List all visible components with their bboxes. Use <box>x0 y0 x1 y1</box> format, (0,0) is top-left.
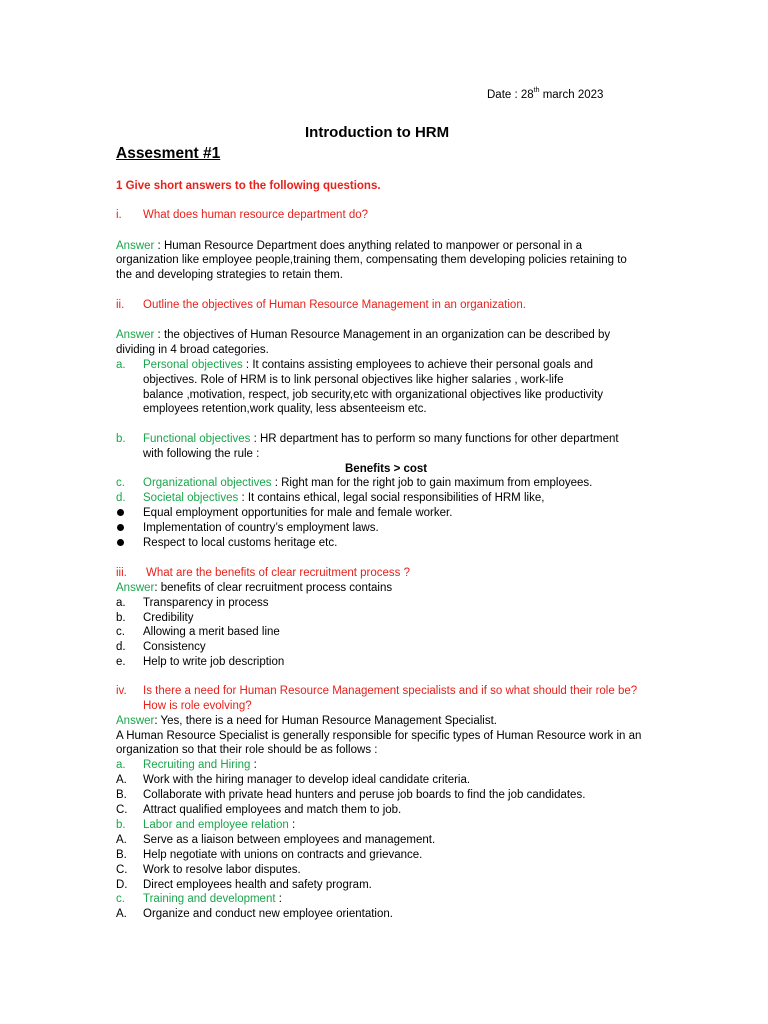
objective-a-line-4: employees retention,work quality, less absenteeism etc. <box>143 403 427 415</box>
list-item: Consistency <box>143 641 206 653</box>
list-item: Serve as a liaison between employees and management. <box>143 834 436 846</box>
question-4-text-1: Is there a need for Human Resource Management specialists and if so what should their role be? <box>143 685 638 697</box>
list-item-letter: D. <box>116 879 128 891</box>
question-1-text: What does human resource department do? <box>143 209 369 221</box>
list-item-letter: A. <box>116 834 127 846</box>
question-4-number: iv. <box>116 685 127 697</box>
role-b-letter: b. <box>116 819 126 831</box>
list-item-letter: c. <box>116 626 125 638</box>
question-2-number: ii. <box>116 299 125 311</box>
benefits-rule: Benefits > cost <box>345 463 428 475</box>
list-item: Work with the hiring manager to develop ideal candidate criteria. <box>143 774 471 786</box>
list-item-letter: d. <box>116 641 126 653</box>
answer-2-line-1: Answer : the objectives of Human Resource Management in an organization can be described by <box>116 329 611 341</box>
objective-a-line-1: Personal objectives : It contains assisting employees to achieve their personal goals and <box>143 359 594 371</box>
answer-4-line: Answer: Yes, there is a need for Human Resource Management Specialist. <box>116 715 497 727</box>
question-1-number: i. <box>116 209 122 221</box>
role-b-heading: Labor and employee relation : <box>143 819 296 831</box>
objective-d-line: Societal objectives : It contains ethical, legal social responsibilities of HRM like, <box>143 492 545 504</box>
answer-1-line-1: Answer : Human Resource Department does anything related to manpower or personal in a <box>116 240 583 252</box>
question-3-number: iii. <box>116 567 127 579</box>
list-item-letter: A. <box>116 908 127 920</box>
answer-1-line-3: the and developing strategies to retain them. <box>116 269 343 281</box>
role-c-heading: Training and development : <box>143 893 282 905</box>
objective-c-line: Organizational objectives : Right man for the right job to gain maximum from employees. <box>143 477 593 489</box>
answer-1-line-2: organization like employee people,training them, compensating them developing policies retaining to <box>116 254 627 266</box>
list-item-letter: e. <box>116 656 126 668</box>
list-item: Work to resolve labor disputes. <box>143 864 301 876</box>
list-item: Credibility <box>143 612 194 624</box>
bullet-icon <box>117 524 124 531</box>
objective-b-line-1: Functional objectives : HR department has to perform so many functions for other department <box>143 433 619 445</box>
objective-b-letter: b. <box>116 433 126 445</box>
bullet-item: Equal employment opportunities for male and female worker. <box>143 507 453 519</box>
bullet-item: Respect to local customs heritage etc. <box>143 537 338 549</box>
bullet-icon <box>117 509 124 516</box>
bullet-item: Implementation of country’s employment laws. <box>143 522 379 534</box>
role-a-letter: a. <box>116 759 126 771</box>
list-item-letter: b. <box>116 612 126 624</box>
question-2-text: Outline the objectives of Human Resource Management in an organization. <box>143 299 526 311</box>
assessment-heading: Assesment #1 <box>116 145 221 162</box>
list-item-letter: B. <box>116 789 127 801</box>
list-item: Help to write job description <box>143 656 285 668</box>
list-item: Collaborate with private head hunters and peruse job boards to find the job candidates. <box>143 789 586 801</box>
answer-label: Answer <box>116 715 155 727</box>
list-item-letter: a. <box>116 597 126 609</box>
list-item-letter: A. <box>116 774 127 786</box>
list-item: Organize and conduct new employee orientation. <box>143 908 393 920</box>
page-title: Introduction to HRM <box>305 124 450 141</box>
list-item: Help negotiate with unions on contracts and grievance. <box>143 849 423 861</box>
objective-a-line-2: objectives. Role of HRM is to link personal objectives like higher salaries , work-life <box>143 374 564 386</box>
objective-d-letter: d. <box>116 492 126 504</box>
list-item-letter: C. <box>116 864 128 876</box>
role-a-heading: Recruiting and Hiring : <box>143 759 257 771</box>
objective-c-letter: c. <box>116 477 125 489</box>
role-c-letter: c. <box>116 893 125 905</box>
answer-label: Answer <box>116 582 155 594</box>
list-item: Attract qualified employees and match them to job. <box>143 804 402 816</box>
list-item-letter: B. <box>116 849 127 861</box>
answer-label: Answer <box>116 240 155 252</box>
list-item: Direct employees health and safety program. <box>143 879 372 891</box>
answer-2-line-2: dividing in 4 broad categories. <box>116 344 269 356</box>
list-item: Allowing a merit based line <box>143 626 280 638</box>
instruction: 1 Give short answers to the following questions. <box>116 180 381 192</box>
answer-label: Answer <box>116 329 155 341</box>
list-item: Transparency in process <box>143 597 269 609</box>
objective-b-line-2: with following the rule : <box>143 448 260 460</box>
answer-3-line: Answer: benefits of clear recruitment process contains <box>116 582 393 594</box>
answer-4-para-2: organization so that their role should be as follows : <box>116 744 378 756</box>
objective-a-line-3: balance ,motivation, respect, job security,etc with organizational objectives like productivity <box>143 389 604 401</box>
list-item-letter: C. <box>116 804 128 816</box>
objective-a-letter: a. <box>116 359 126 371</box>
answer-4-para-1: A Human Resource Specialist is generally responsible for specific types of Human Resource work in an <box>116 730 642 742</box>
question-3-text: What are the benefits of clear recruitment process ? <box>146 567 410 579</box>
bullet-icon <box>117 539 124 546</box>
question-4-text-2: How is role evolving? <box>143 700 252 712</box>
date-line: Date : 28th march 2023 <box>487 87 604 101</box>
